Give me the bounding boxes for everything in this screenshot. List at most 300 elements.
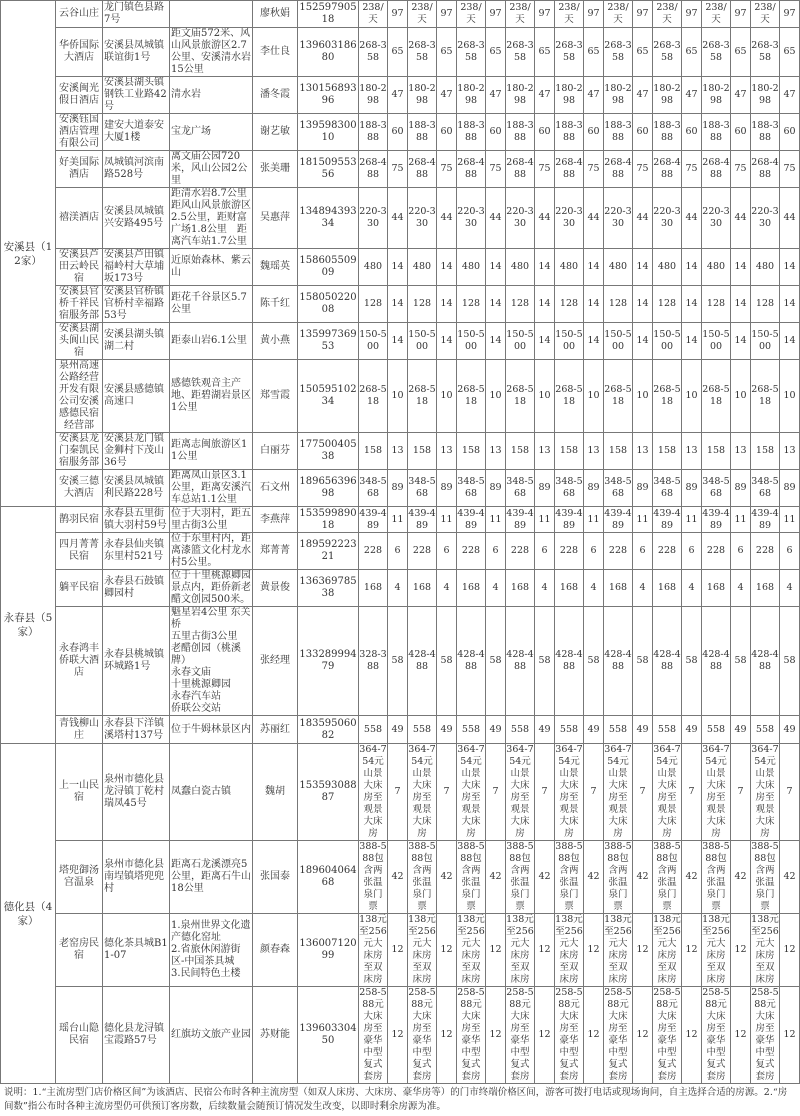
price-cell: 258-588元大床房至豪华中型复式套房 [408,987,436,1082]
price-cell: 180-298 [506,77,535,114]
contact-cell: 陈千红 [253,286,298,323]
rooms-cell: 13 [584,433,604,470]
price-cell: 268-518 [555,360,584,433]
rooms-cell: 4 [535,570,555,607]
rooms-cell: 14 [731,323,751,360]
price-cell: 158 [359,433,388,470]
rooms-cell: 47 [486,77,506,114]
price-cell: 138元至256元大床房至双床房 [457,914,485,985]
price-cell: 188-388 [653,114,682,151]
price-cell: 238/天 [457,1,486,28]
price-cell: 150-500 [702,323,731,360]
name-cell: 安溪钰国酒店管理有限公司 [56,114,103,151]
price-cell: 268-518 [653,360,682,433]
phone-cell: 13636978538 [298,570,359,607]
price-cell: 558 [359,716,388,744]
rooms-cell: 6 [584,533,604,570]
rooms-cell: 97 [486,1,506,28]
county-cell: 安溪县（12家） [1,1,56,507]
address-cell: 永春县桃城镇环城路1号 [103,607,170,716]
rooms-cell: 60 [486,114,506,151]
rooms-cell: 13 [486,433,506,470]
price-cell: 168 [457,570,486,607]
rooms-cell: 44 [486,188,506,249]
price-cell: 558 [506,716,535,744]
rooms-cell: 89 [633,470,653,507]
rooms-cell: 42 [633,841,653,914]
price-cell: 128 [751,286,780,323]
price-cell: 180-298 [359,77,388,114]
rooms-cell: 97 [682,1,702,28]
price-cell: 364-754元山景大床房至观景大床房 [506,744,534,839]
price-cell: 168 [555,570,584,607]
contact-cell: 石文州 [253,470,298,507]
rooms-cell: 11 [584,507,604,533]
contact-cell: 黄小燕 [253,323,298,360]
price-cell: 168 [506,570,535,607]
price-cell: 188-388 [359,114,388,151]
rooms-cell: 14 [633,323,653,360]
address-cell: 德化县龙浔镇宝霞路57号 [103,987,170,1084]
table-row [1,188,800,249]
rooms-cell: 12 [682,987,702,1084]
price-cell: 128 [653,286,682,323]
rooms-cell: 11 [388,507,408,533]
rooms-cell: 49 [535,716,555,744]
price-cell: 238/天 [702,1,731,28]
rooms-cell: 97 [780,1,800,28]
price-cell: 348-568 [653,470,682,507]
contact-cell: 苏丽红 [253,716,298,744]
price-cell: 439-489 [555,507,583,531]
price-cell: 258-588元大床房至豪华中型复式套房 [702,987,730,1082]
rooms-cell: 14 [780,323,800,360]
rooms-cell: 11 [437,507,457,533]
price-cell: 150-500 [555,323,584,360]
rooms-cell: 10 [682,360,702,433]
rooms-cell: 6 [437,533,457,570]
price-cell: 158 [604,433,633,470]
rooms-cell: 65 [486,28,506,77]
price-cell: 428-488 [702,607,731,716]
footnote: 说明：1.“主流房型门店价格区间”为该酒店、民宿公布时各种主流房型（如双人床房、大床房、豪华房等）的门市终端价格区间，游客可拨打电话或现场询问，自主选择合适的房源。2.“房间数”指公布时各种主流房型仍可供预订客房数，后续数量会随预订情况发生改变，以即时剩余房源为准。 [4,1087,788,1112]
price-cell: 428-488 [457,607,486,716]
location-cell: 清水岩 [170,77,253,114]
name-cell: 老窑房民宿 [56,914,103,987]
rooms-cell: 75 [682,151,702,188]
price-cell: 268-518 [506,360,535,433]
rooms-cell: 14 [584,323,604,360]
price-cell: 268-488 [702,151,731,188]
price-cell: 158 [702,433,731,470]
rooms-cell: 75 [633,151,653,188]
price-cell: 138元至256元大床房至双床房 [408,914,436,985]
location-cell: 位于东里村内，距离漆篮文化村龙水村5公里。 [171,533,251,568]
table-row [1,744,800,841]
rooms-cell: 44 [388,188,408,249]
rooms-cell: 47 [535,77,555,114]
rooms-cell: 49 [731,716,751,744]
rooms-cell: 11 [535,507,555,533]
rooms-cell: 11 [486,507,506,533]
price-cell: 258-588元大床房至豪华中型复式套房 [751,987,779,1082]
rooms-cell: 7 [535,744,555,841]
rooms-cell: 4 [780,570,800,607]
price-cell: 268-518 [408,360,437,433]
price-cell: 428-488 [408,607,437,716]
rooms-cell: 13 [731,433,751,470]
location-cell: 距离志闽旅游区11公里 [170,433,253,470]
table-row [1,533,800,570]
rooms-cell: 12 [388,914,408,987]
price-cell: 364-754元山景大床房至观景大床房 [751,744,779,839]
table-row [1,1,800,28]
rooms-cell: 10 [780,360,800,433]
price-cell: 180-298 [555,77,584,114]
price-cell: 168 [653,570,682,607]
price-cell: 268-358 [555,28,584,77]
price-cell: 258-588元大床房至豪华中型复式套房 [604,987,632,1082]
contact-cell: 李仕良 [253,28,298,77]
price-cell: 268-358 [653,28,682,77]
price-cell: 158 [555,433,584,470]
rooms-cell: 4 [731,570,751,607]
price-cell: 428-488 [751,607,780,716]
rooms-cell: 60 [388,114,408,151]
price-cell: 439-489 [506,507,534,531]
table-row [1,28,800,77]
phone-cell: 13599736953 [298,323,359,360]
phone-cell: 18960406468 [298,841,359,914]
table-row [1,607,800,716]
rooms-cell: 12 [584,914,604,987]
price-cell: 388-588包含两张温泉门票 [408,841,436,912]
price-cell: 150-500 [457,323,486,360]
phone-cell: 18959222321 [298,533,359,570]
price-cell: 268-518 [359,360,388,433]
rooms-cell: 75 [388,151,408,188]
rooms-cell: 44 [584,188,604,249]
price-cell: 480 [506,249,535,286]
rooms-cell: 58 [584,607,604,716]
name-cell: 泉州高速公路经营开发有限公司安溪感德民宿经营部 [56,360,103,433]
phone-cell: 13600712099 [298,914,359,987]
price-cell: 558 [604,716,633,744]
table-row [1,716,800,744]
price-cell: 150-500 [751,323,780,360]
price-cell: 150-500 [359,323,388,360]
price-cell: 439-489 [604,507,632,531]
rooms-cell: 89 [486,470,506,507]
rooms-cell: 10 [486,360,506,433]
phone-cell: 15805022008 [298,286,359,323]
rooms-cell: 12 [437,914,457,987]
rooms-cell: 89 [780,470,800,507]
price-cell: 480 [604,249,633,286]
rooms-cell: 10 [535,360,555,433]
address-cell: 德化茶具城B11-07 [103,914,170,987]
price-cell: 480 [457,249,486,286]
price-cell: 150-500 [408,323,437,360]
price-cell: 480 [653,249,682,286]
price-cell: 228 [702,533,731,570]
rooms-cell: 65 [535,28,555,77]
price-cell: 364-754元山景大床房至观景大床房 [702,744,730,839]
rooms-cell: 47 [584,77,604,114]
price-cell: 238/天 [653,1,682,28]
rooms-cell: 6 [633,533,653,570]
price-cell: 220-330 [408,188,437,249]
rooms-cell: 65 [731,28,751,77]
contact-cell: 魏瑶英 [253,249,298,286]
rooms-cell: 14 [388,249,408,286]
county-cell: 德化县（4家） [1,744,56,1084]
rooms-cell: 49 [780,716,800,744]
table-row [1,987,800,1084]
price-cell: 268-518 [604,360,633,433]
rooms-cell: 89 [437,470,457,507]
name-cell: 上一山民宿 [56,744,103,841]
rooms-cell: 58 [486,607,506,716]
price-cell: 258-588元大床房至豪华中型复式套房 [506,987,534,1082]
rooms-cell: 12 [731,914,751,987]
location-cell: 距泰山岩6.1公里 [170,323,253,360]
address-cell: 泉州市德化县南埕镇塔兜兜村 [103,841,170,914]
rooms-cell: 14 [633,249,653,286]
price-cell: 439-489 [408,507,436,531]
price-cell: 228 [506,533,535,570]
rooms-cell: 12 [486,914,506,987]
rooms-cell: 7 [633,744,653,841]
location-cell: 近原始森林、紫云山 [170,249,253,286]
price-cell: 128 [457,286,486,323]
rooms-cell: 6 [682,533,702,570]
price-cell: 268-358 [408,28,437,77]
phone-cell: 17750040538 [298,433,359,470]
price-cell: 558 [702,716,731,744]
address-cell: 永春县五里街镇大羽村59号 [103,507,170,533]
price-cell: 364-754元山景大床房至观景大床房 [359,744,387,839]
price-cell: 439-489 [457,507,485,531]
phone-cell: 15359989018 [299,507,357,531]
rooms-cell: 60 [780,114,800,151]
rooms-cell: 65 [633,28,653,77]
price-cell: 348-568 [359,470,388,507]
rooms-cell: 10 [731,360,751,433]
rooms-cell: 47 [633,77,653,114]
price-cell: 228 [359,533,388,570]
table-row [1,323,800,360]
rooms-cell: 14 [682,323,702,360]
price-cell: 388-588包含两张温泉门票 [457,841,485,912]
contact-cell: 吴惠萍 [253,188,298,249]
rooms-cell: 13 [388,433,408,470]
price-cell: 268-358 [751,28,780,77]
price-cell: 364-754元山景大床房至观景大床房 [604,744,632,839]
rooms-cell: 12 [535,987,555,1084]
price-cell: 128 [702,286,731,323]
location-cell [170,1,253,28]
price-cell: 220-330 [359,188,388,249]
location-cell: 1.泉州世界文化遗产德化窑址 2.省旅休闲游街区-中国茶具城 3.民间特色土楼 [170,914,253,987]
price-cell: 238/天 [359,1,388,28]
price-cell: 268-488 [359,151,388,188]
rooms-cell: 7 [388,744,408,841]
table-row [1,433,800,470]
rooms-cell: 14 [780,286,800,323]
price-cell: 128 [408,286,437,323]
rooms-cell: 12 [780,914,800,987]
rooms-cell: 47 [731,77,751,114]
phone-cell: 13959830010 [298,114,359,151]
contact-cell: 郑雪霞 [253,360,298,433]
rooms-cell: 58 [780,607,800,716]
price-cell: 188-388 [457,114,486,151]
phone-cell: 13489439334 [298,188,359,249]
price-cell: 268-358 [506,28,535,77]
rooms-cell: 60 [584,114,604,151]
price-cell: 268-358 [457,28,486,77]
rooms-cell: 14 [584,249,604,286]
address-cell: 凤城镇河滨南路528号 [103,151,170,188]
price-cell: 480 [555,249,584,286]
address-cell: 泉州市德化县龙浔镇丁乾村瑞凤45号 [103,744,170,841]
rooms-cell: 42 [535,841,555,914]
rooms-cell: 89 [584,470,604,507]
rooms-cell: 44 [633,188,653,249]
rooms-cell: 75 [486,151,506,188]
price-cell: 220-330 [506,188,535,249]
rooms-cell: 14 [682,249,702,286]
contact-cell: 魏胡 [253,744,298,841]
price-cell: 388-588包含两张温泉门票 [506,841,534,912]
contact-cell: 苏财能 [253,987,298,1084]
price-cell: 388-588包含两张温泉门票 [751,841,779,912]
rooms-cell: 4 [682,570,702,607]
location-cell: 距文庙572米、风山风景旅游区2.7公里、安溪清水岩15公里 [171,28,251,75]
price-cell: 328-388 [359,607,388,716]
rooms-cell: 10 [388,360,408,433]
location-cell: 魁星岩4公里 东关桥 五里古街3公里 老醋创园（桃溪牌） 永春文庙 十里桃源卿园 永春汽车站 侨联公交站 [171,607,251,714]
price-cell: 188-388 [555,114,584,151]
contact-cell: 张国泰 [253,841,298,914]
rooms-cell: 65 [388,28,408,77]
contact-cell: 李燕萍 [253,507,298,533]
rooms-cell: 13 [633,433,653,470]
price-cell: 348-568 [702,470,731,507]
location-cell: 离文庙公园720米，风山公园2公里 [170,151,253,188]
price-cell: 268-488 [555,151,584,188]
price-cell: 228 [408,533,437,570]
address-cell: 永春县仙夹镇东里村521号 [103,533,170,570]
price-cell: 188-388 [702,114,731,151]
rooms-cell: 4 [633,570,653,607]
rooms-cell: 75 [535,151,555,188]
phone-cell: 15359308887 [298,744,359,841]
name-cell: 安溪县官桥千祥民宿服务部 [56,286,103,323]
rooms-cell: 11 [731,507,751,533]
rooms-cell: 14 [486,323,506,360]
location-cell: 凤蠢白瓷古镇 [170,744,253,841]
rooms-cell: 65 [780,28,800,77]
price-cell: 238/天 [751,1,780,28]
rooms-cell: 42 [437,841,457,914]
price-cell: 168 [751,570,780,607]
price-cell: 268-358 [702,28,731,77]
price-cell: 388-588包含两张温泉门票 [604,841,632,912]
price-cell: 238/天 [408,1,437,28]
rooms-cell: 12 [437,987,457,1084]
location-cell: 位于牛姆林景区内 [170,716,253,744]
price-cell: 188-388 [408,114,437,151]
price-cell: 228 [604,533,633,570]
rooms-cell: 7 [584,744,604,841]
table-row [1,360,800,433]
price-cell: 220-330 [604,188,633,249]
price-cell: 168 [359,570,388,607]
rooms-cell: 44 [535,188,555,249]
price-cell: 428-488 [555,607,584,716]
rooms-cell: 44 [437,188,457,249]
price-cell: 188-388 [751,114,780,151]
name-cell: 塔兜御汤宫温泉 [56,841,103,914]
price-cell: 480 [408,249,437,286]
rooms-cell: 60 [633,114,653,151]
rooms-cell: 11 [780,507,800,533]
contact-cell: 颜春森 [253,914,298,987]
rooms-cell: 65 [437,28,457,77]
price-cell: 348-568 [555,470,584,507]
price-cell: 220-330 [653,188,682,249]
name-cell: 禧渼酒店 [56,188,103,249]
phone-cell: 15860550909 [298,249,359,286]
location-cell: 距清水岩8.7公里距风山风景旅游区2.5公里，距财富广场1.8公里 距离汽车站1.7公里 [171,188,251,247]
price-cell: 388-588包含两张温泉门票 [359,841,387,912]
price-cell: 480 [702,249,731,286]
price-cell: 168 [408,570,437,607]
price-cell: 388-588包含两张温泉门票 [702,841,730,912]
location-cell: 感德铁观音主产地、距碧湖岩景区1公里 [170,360,253,433]
price-cell: 220-330 [457,188,486,249]
rooms-cell: 89 [535,470,555,507]
rooms-cell: 14 [682,286,702,323]
price-cell: 220-330 [702,188,731,249]
name-cell: 瑶台山隐民宿 [56,987,103,1084]
price-cell: 150-500 [653,323,682,360]
price-cell: 258-588元大床房至豪华中型复式套房 [457,987,485,1082]
rooms-cell: 58 [731,607,751,716]
price-cell: 168 [604,570,633,607]
rooms-cell: 60 [437,114,457,151]
price-cell: 428-488 [506,607,535,716]
location-cell: 距花千谷景区5.7公里 [170,286,253,323]
name-cell: 安溪县龙门秦凯民宿服务部 [56,433,103,470]
address-cell: 永春县石鼓镇卿园村 [103,570,170,607]
price-cell: 128 [506,286,535,323]
rooms-cell: 89 [731,470,751,507]
phone-cell: 13328999479 [298,607,359,716]
price-cell: 268-488 [408,151,437,188]
table-row [1,507,800,533]
name-cell: 安溪闽光假日酒店 [56,77,103,114]
rooms-cell: 6 [731,533,751,570]
price-cell: 258-588元大床房至豪华中型复式套房 [555,987,583,1082]
table-row [1,77,800,114]
price-cell: 439-489 [359,507,387,531]
rooms-cell: 97 [633,1,653,28]
rooms-cell: 13 [682,433,702,470]
rooms-cell: 7 [731,744,751,841]
